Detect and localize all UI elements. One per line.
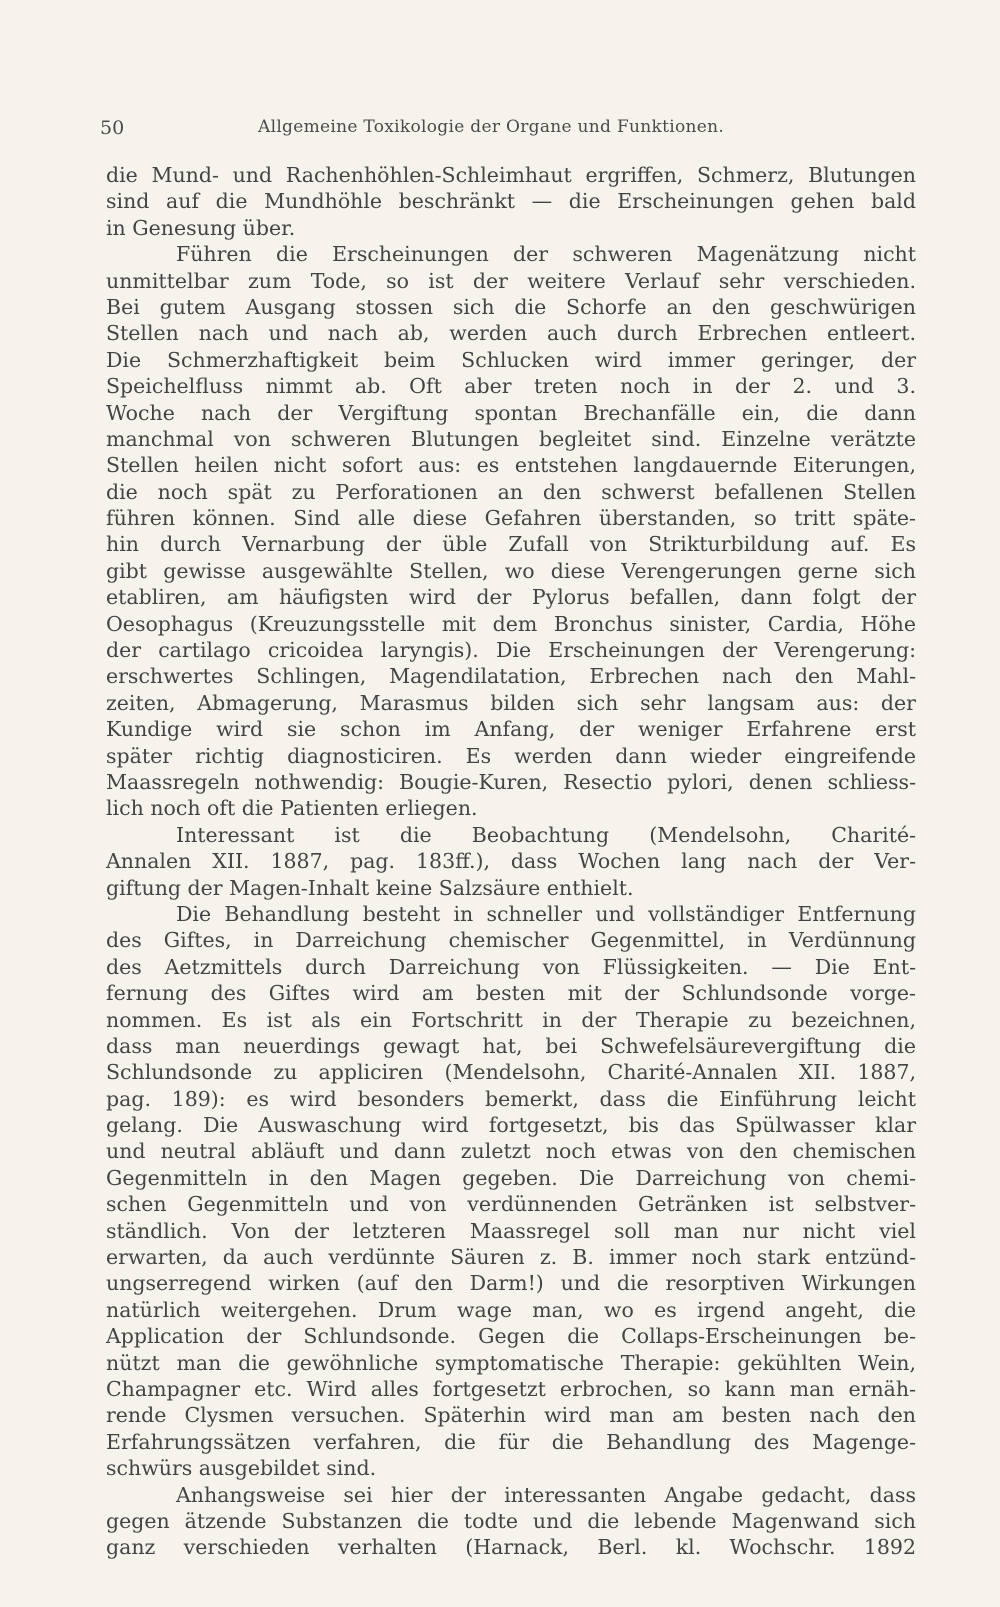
text-line: Die Schmerzhaftigkeit beim Schlucken wird immer geringer, der <box>106 347 916 372</box>
text-line: Speichelfluss nimmt ab. Oft aber treten noch in der 2. und 3. <box>106 374 916 399</box>
text-line: dass man neuerdings gewagt hat, bei Schwefelsäurevergiftung die <box>106 1033 916 1058</box>
text-line: des Giftes, in Darreichung chemischer Gegenmittel, in Verdünnung <box>106 928 916 953</box>
text-line: und neutral abläuft und dann zuletzt noch etwas von den chemischen <box>106 1139 916 1164</box>
text-line: die Mund- und Rachenhöhlen-Schleimhaut ergriffen, Schmerz, Blutungen <box>106 163 916 187</box>
body-text <box>106 162 916 1561</box>
text-line: Schlundsonde zu appliciren (Mendelsohn, Charité-Annalen XII. 1887, <box>106 1060 916 1085</box>
text-line: fernung des Giftes wird am besten mit der Schlundsonde vorge- <box>106 981 916 1006</box>
text-line: schwürs ausgebildet sind. <box>106 1456 377 1481</box>
text-line: giftung der Magen-Inhalt keine Salzsäure enthielt. <box>106 875 634 900</box>
text-line: manchmal von schweren Blutungen begleitet sind. Einzelne verätzte <box>106 426 916 451</box>
text-line: Oesophagus (Kreuzungsstelle mit dem Bronchus sinister, Cardia, Höhe <box>106 611 916 636</box>
text-line: Application der Schlundsonde. Gegen die Collaps-Erscheinungen be- <box>106 1324 916 1349</box>
running-header <box>100 117 920 147</box>
text-line: gelang. Die Auswaschung wird fortgesetzt, bis das Spülwasser klar <box>106 1113 916 1138</box>
text-line: Die Behandlung besteht in schneller und vollständiger Entfernung <box>176 901 916 926</box>
text-line: nützt man die gewöhnliche symptomatische Therapie: gekühlten Wein, <box>106 1350 916 1375</box>
text-line: rende Clysmen versuchen. Späterhin wird man am besten nach den <box>106 1403 916 1428</box>
text-line: natürlich weitergehen. Drum wage man, wo es irgend angeht, die <box>106 1297 916 1322</box>
text-line: später richtig diagnosticiren. Es werden dann wieder eingreifende <box>106 743 916 768</box>
text-line: erschwertes Schlingen, Magendilatation, Erbrechen nach den Mahl- <box>106 664 916 689</box>
text-line: Interessant ist die Beobachtung (Mendelsohn, Charité- <box>176 822 916 847</box>
text-line: Anhangsweise sei hier der interessanten Angabe gedacht, dass <box>176 1482 916 1507</box>
text-line: Gegenmitteln in den Magen gegeben. Die Darreichung von chemi- <box>106 1165 916 1190</box>
text-line: Woche nach der Vergiftung spontan Brechanfälle ein, die dann <box>106 400 916 425</box>
text-line: ungserregend wirken (auf den Darm!) und die resorptiven Wirkungen <box>106 1271 916 1296</box>
text-line: führen können. Sind alle diese Gefahren überstanden, so tritt späte- <box>106 506 916 531</box>
text-line: unmittelbar zum Tode, so ist der weitere Verlauf sehr verschieden. <box>106 268 916 293</box>
text-line: der cartilago cricoidea laryngis). Die Erscheinungen der Verengerung: <box>106 638 916 663</box>
text-line: gegen ätzende Substanzen die todte und die lebende Magenwand sich <box>106 1508 916 1533</box>
text-line: nommen. Es ist als ein Fortschritt in der Therapie zu bezeichnen, <box>106 1007 916 1032</box>
text-line: ständlich. Von der letzteren Maassregel soll man nur nicht viel <box>106 1218 916 1243</box>
text-line: zeiten, Abmagerung, Marasmus bilden sich sehr langsam aus: der <box>106 690 916 715</box>
text-line: Maassregeln nothwendig: Bougie-Kuren, Resectio pylori, denen schliess- <box>106 769 916 794</box>
text-line: Stellen nach und nach ab, werden auch durch Erbrechen entleert. <box>106 321 916 346</box>
text-line: ganz verschieden verhalten (Harnack, Berl. kl. Wochschr. 1892 <box>106 1535 916 1560</box>
text-line: pag. 189): es wird besonders bemerkt, dass die Einführung leicht <box>106 1086 916 1111</box>
text-line: Annalen XII. 1887, pag. 183ff.), dass Wochen lang nach der Ver- <box>106 849 916 874</box>
text-line: Bei gutem Ausgang stossen sich die Schorfe an den geschwürigen <box>106 294 916 319</box>
text-line: etabliren, am häufigsten wird der Pylorus befallen, dann folgt der <box>106 585 916 610</box>
text-line: Kundige wird sie schon im Anfang, der weniger Erfahrene erst <box>106 717 916 742</box>
text-line: lich noch oft die Patienten erliegen. <box>106 796 478 821</box>
text-line: Erfahrungssätzen verfahren, die für die Behandlung des Magenge- <box>106 1429 916 1454</box>
text-line: sind auf die Mundhöhle beschränkt — die Erscheinungen gehen bald <box>106 189 916 214</box>
text-line: gibt gewisse ausgewählte Stellen, wo diese Verengerungen gerne sich <box>106 558 916 583</box>
text-line: hin durch Vernarbung der üble Zufall von Strikturbildung auf. Es <box>106 532 916 557</box>
text-line: erwarten, da auch verdünnte Säuren z. B. immer noch stark entzünd- <box>106 1245 916 1270</box>
text-line: Stellen heilen nicht sofort aus: es entstehen langdauernde Eiterungen, <box>106 453 916 478</box>
running-header-title: Allgemeine Toxikologie der Organe und Funktionen. <box>258 117 725 137</box>
text-line: Champagner etc. Wird alles fortgesetzt erbrochen, so kann man ernäh- <box>106 1376 916 1401</box>
text-line: in Genesung über. <box>106 215 296 240</box>
text-line: Führen die Erscheinungen der schweren Magenätzung nicht <box>176 242 916 267</box>
page-number: 50 <box>100 117 125 139</box>
text-line: schen Gegenmitteln und von verdünnenden Getränken ist selbstver- <box>106 1192 916 1217</box>
text-line: die noch spät zu Perforationen an den schwerst befallenen Stellen <box>106 479 916 504</box>
text-line: des Aetzmittels durch Darreichung von Flüssigkeiten. — Die Ent- <box>106 954 916 979</box>
